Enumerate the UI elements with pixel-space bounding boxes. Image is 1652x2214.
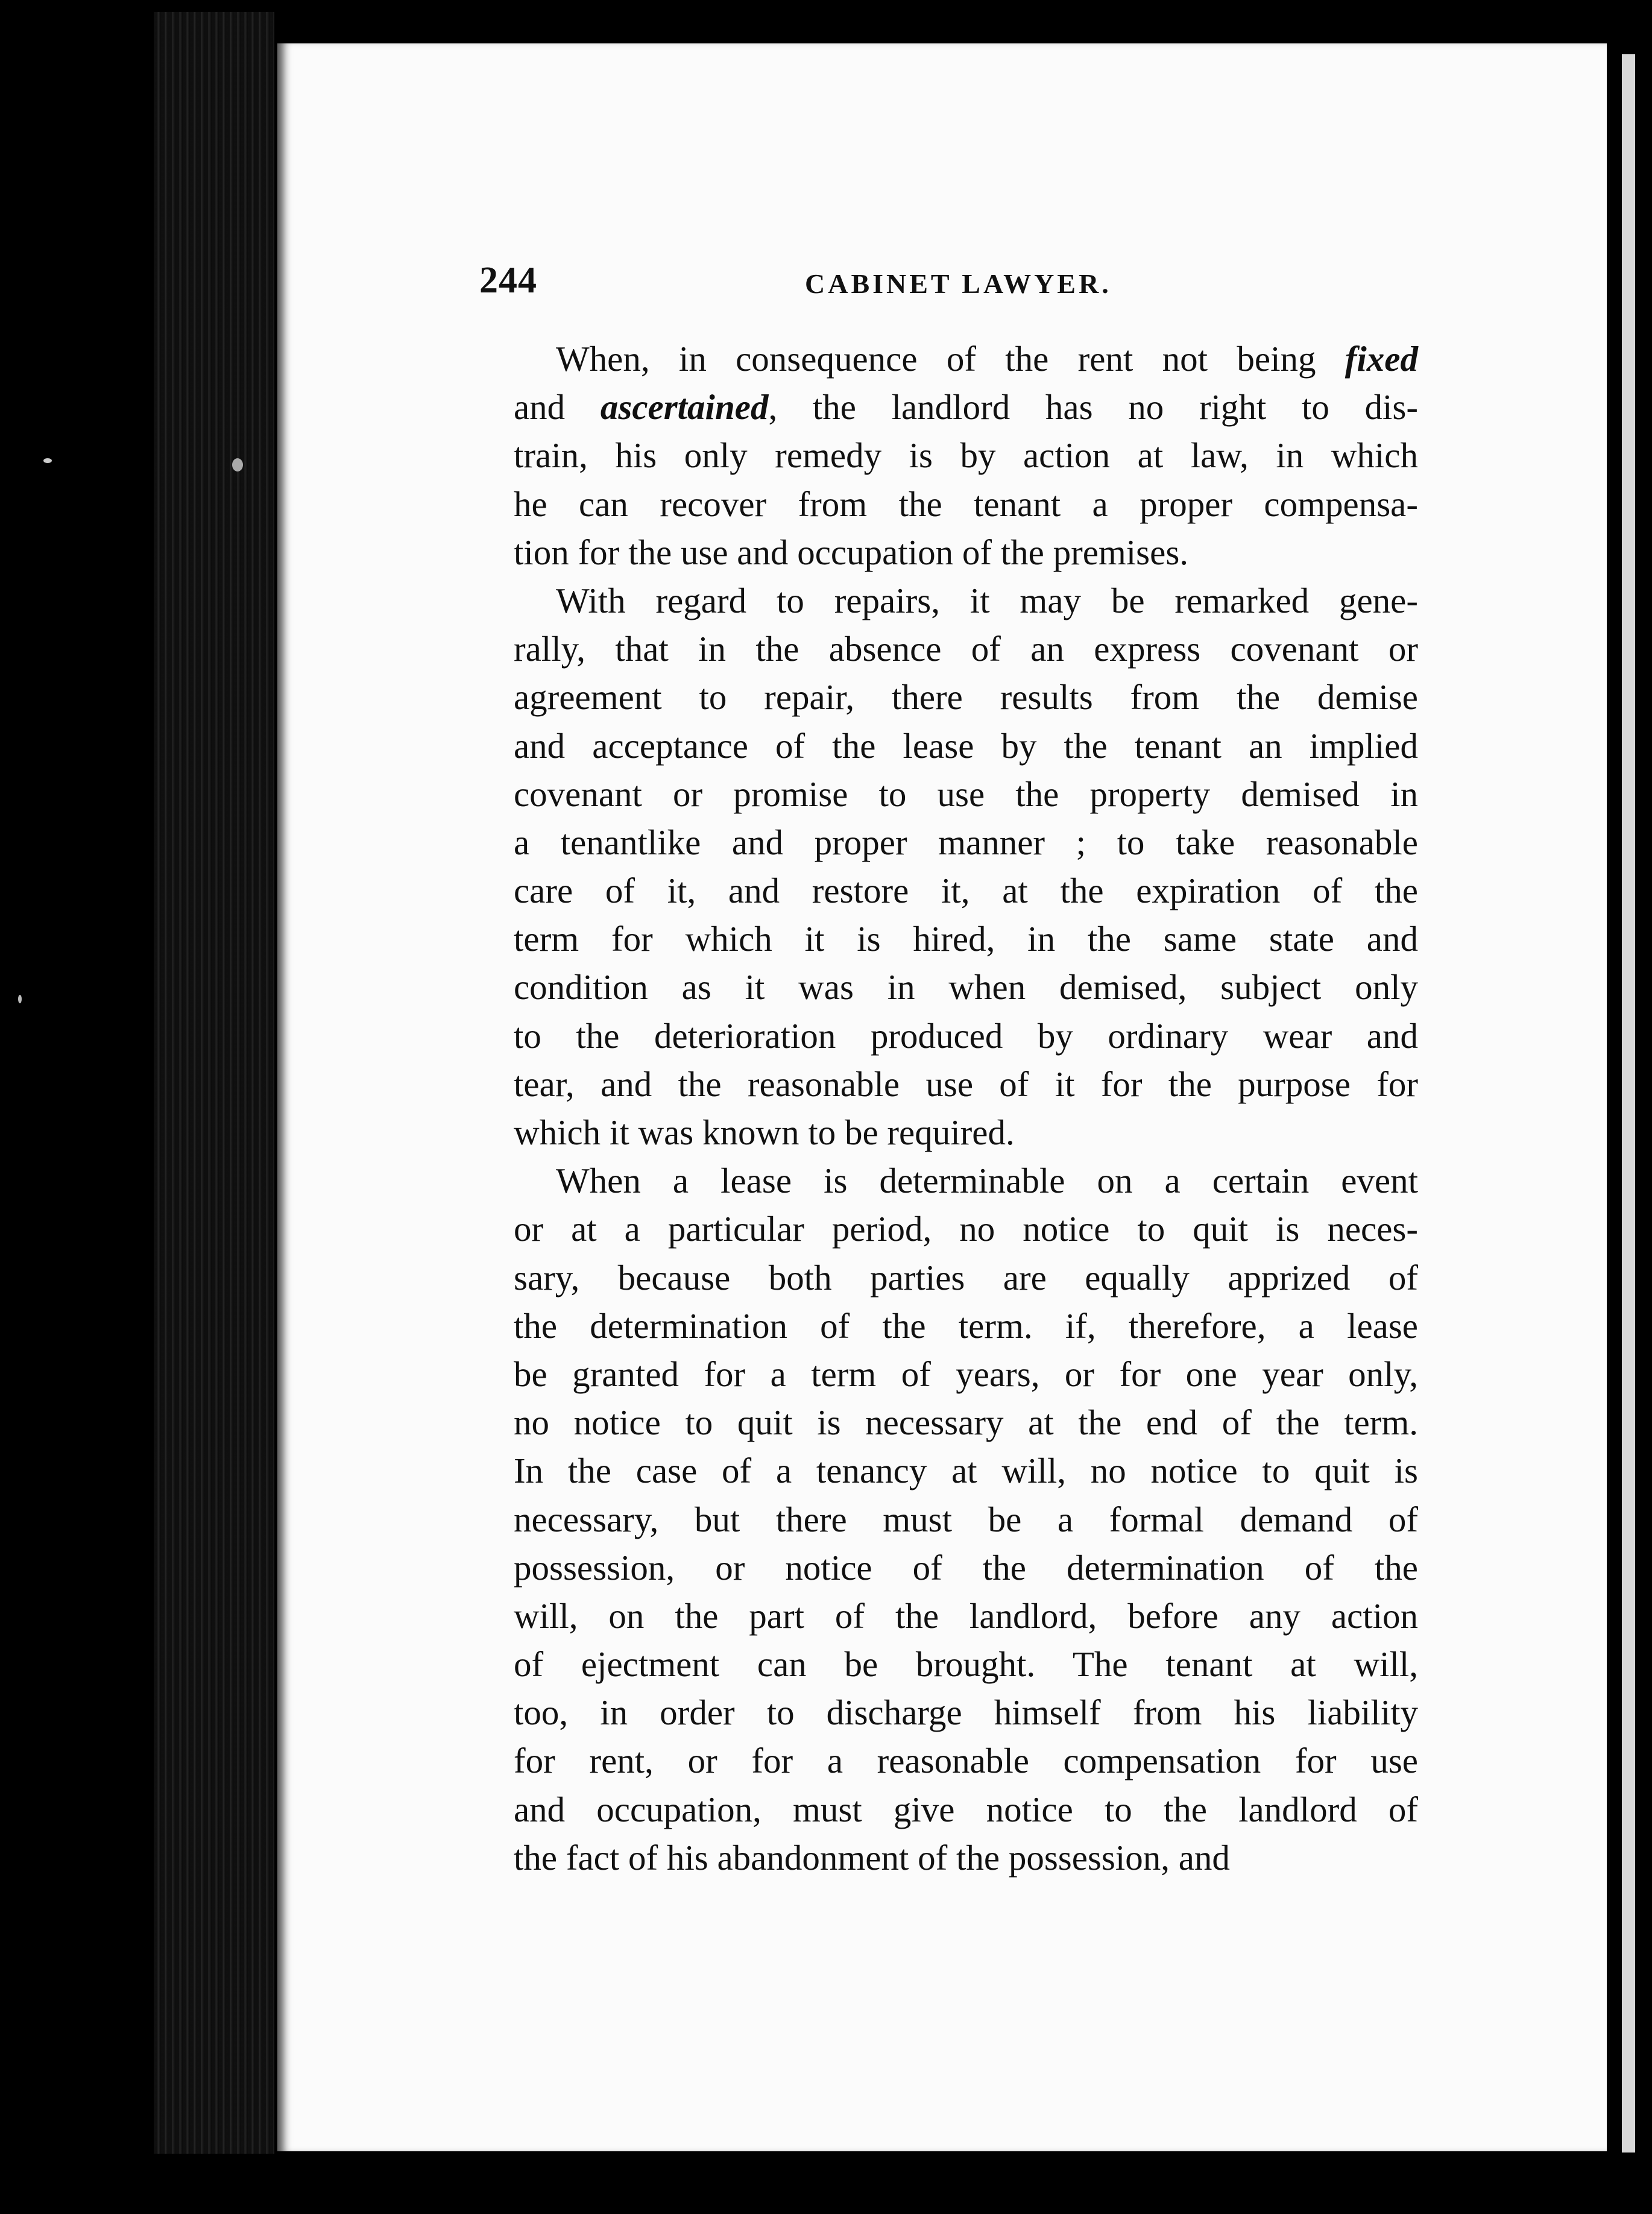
italic-term: ascertained <box>600 387 769 427</box>
text-line <box>514 1254 1418 1302</box>
running-head: CABINET LAWYER. <box>805 268 1112 299</box>
text-run: agreement to repair, there results from the demise <box>514 677 1418 718</box>
text-run: no notice to quit is necessary at the end of the term. <box>514 1402 1418 1443</box>
text-line <box>514 1495 1418 1544</box>
adjacent-page-strip <box>1622 54 1635 2152</box>
text-run: and acceptance of the lease by the tenant an implied <box>514 725 1418 766</box>
paragraph <box>514 335 1418 576</box>
bottom-margin <box>0 2154 1652 2214</box>
text-line <box>514 915 1418 963</box>
text-line <box>514 1446 1418 1495</box>
text-run: train, his only remedy is by action at law, in which <box>514 435 1418 476</box>
paragraph <box>514 1156 1418 1882</box>
text-run: for rent, or for a reasonable compensation for use <box>514 1741 1418 1781</box>
text-line <box>514 1012 1418 1060</box>
text-run: too, in order to discharge himself from his liability <box>514 1692 1418 1733</box>
body-text <box>514 335 1418 1882</box>
text-line <box>514 383 1418 431</box>
text-line <box>514 963 1418 1011</box>
text-line <box>514 866 1418 915</box>
book-spine-edge <box>0 0 283 2214</box>
text-line <box>514 1785 1418 1834</box>
text-run: possession, or notice of the determination of the <box>514 1547 1418 1588</box>
text-run: the fact of his abandonment of the possession, and <box>514 1837 1230 1878</box>
text-line <box>514 1350 1418 1398</box>
text-line <box>514 480 1418 528</box>
text-line <box>514 1592 1418 1640</box>
page-number: 244 <box>479 260 537 301</box>
text-line <box>514 1688 1418 1736</box>
page-header <box>479 259 1438 314</box>
text-line <box>514 1302 1418 1350</box>
text-run: , the landlord has no right to dis- <box>768 387 1419 427</box>
text-line <box>514 673 1418 721</box>
italic-term: fixed <box>1345 339 1418 379</box>
scan-speck <box>43 458 52 463</box>
text-run: In the case of a tenancy at will, no notice to quit is <box>514 1451 1418 1491</box>
text-run: tear, and the reasonable use of it for the purpose for <box>514 1064 1418 1104</box>
text-line <box>514 576 1418 625</box>
text-line <box>514 625 1418 673</box>
text-run: the determination of the term. if, therefore, a lease <box>514 1305 1418 1346</box>
text-run: and occupation, must give notice to the landlord of <box>514 1789 1418 1829</box>
text-run: or at a particular period, no notice to quit is neces- <box>514 1209 1418 1249</box>
text-run: will, on the part of the landlord, before any action <box>514 1595 1418 1636</box>
scan-speck <box>18 995 22 1003</box>
text-run: rally, that in the absence of an express covenant or <box>514 629 1418 669</box>
text-run: necessary, but there must be a formal demand of <box>514 1499 1418 1539</box>
text-run: When, in consequence of the rent not being <box>556 339 1345 379</box>
text-run: covenant or promise to use the property demised in <box>514 774 1418 814</box>
text-line <box>514 431 1418 479</box>
text-line <box>514 1640 1418 1688</box>
text-line <box>514 818 1418 866</box>
text-line <box>514 1060 1418 1108</box>
text-run: he can recover from the tenant a proper compensa- <box>514 484 1418 524</box>
text-run: and <box>514 387 601 427</box>
paragraph <box>514 576 1418 1156</box>
text-run: term for which it is hired, in the same state and <box>514 919 1418 959</box>
text-line <box>514 1108 1418 1156</box>
adjacent-page-edge <box>1607 0 1652 2214</box>
text-line <box>514 1156 1418 1205</box>
text-line <box>514 770 1418 818</box>
page-stack-edges <box>154 12 274 2159</box>
text-line <box>514 1544 1418 1592</box>
text-line <box>514 335 1418 383</box>
text-run: With regard to repairs, it may be remarked gene- <box>556 580 1418 620</box>
text-line <box>514 1834 1418 1882</box>
scan-speck <box>232 458 243 472</box>
text-run: When a lease is determinable on a certain event <box>556 1161 1418 1201</box>
text-run: of ejectment can be brought. The tenant at will, <box>514 1644 1418 1685</box>
text-run: which it was known to be required. <box>514 1112 1015 1152</box>
text-run: condition as it was in when demised, subject only <box>514 967 1418 1008</box>
text-line <box>514 1736 1418 1785</box>
text-line <box>514 528 1418 576</box>
text-line <box>514 1398 1418 1446</box>
text-run: tion for the use and occupation of the premises. <box>514 532 1189 572</box>
text-line <box>514 1205 1418 1253</box>
text-run: to the deterioration produced by ordinary wear and <box>514 1015 1418 1056</box>
text-run: a tenantlike and proper manner ; to take reasonable <box>514 822 1418 862</box>
text-run: be granted for a term of years, or for one year only, <box>514 1354 1418 1394</box>
text-line <box>514 722 1418 770</box>
text-run: sary, because both parties are equally apprized of <box>514 1257 1418 1298</box>
text-run: care of it, and restore it, at the expiration of the <box>514 871 1418 911</box>
